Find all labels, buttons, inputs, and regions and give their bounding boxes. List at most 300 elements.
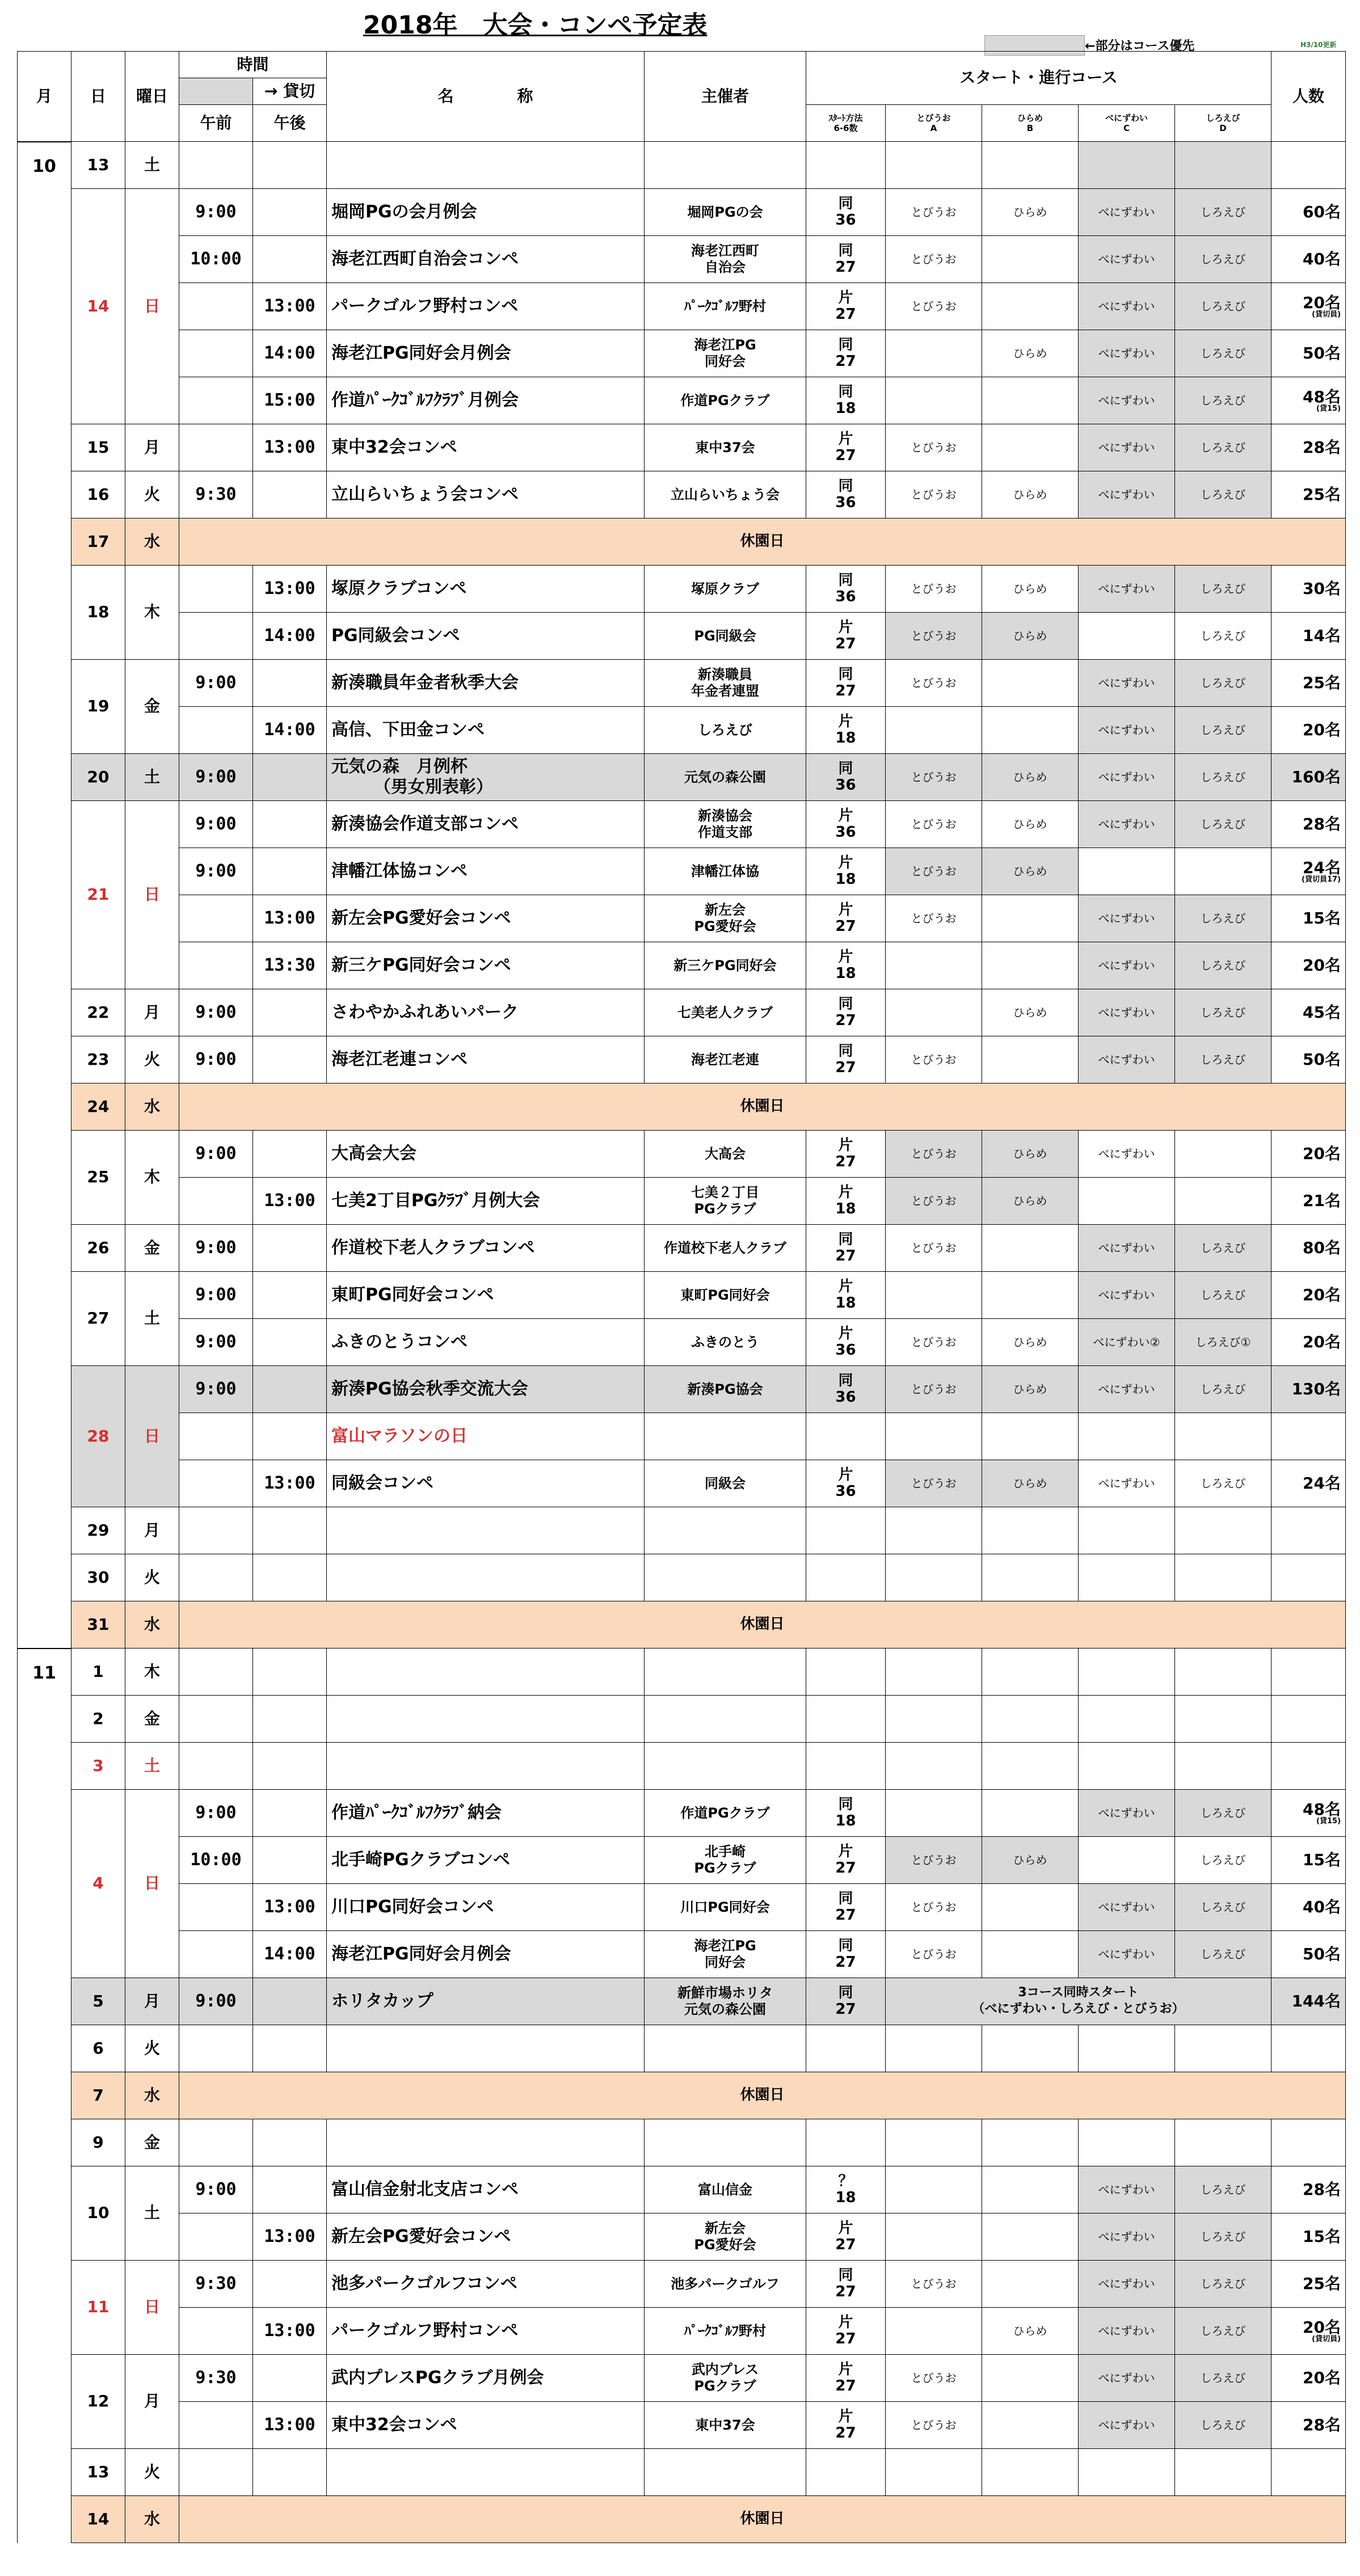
course-a-cell <box>886 1649 982 1696</box>
event-name-cell: 作道校下老人クラブコンペ <box>327 1225 645 1272</box>
course-a-cell: とびうお <box>886 1884 982 1931</box>
course-a-cell: とびうお <box>886 1366 982 1413</box>
course-b-cell: ひらめ <box>982 330 1079 377</box>
day-cell: 14 <box>71 189 125 424</box>
day-cell: 9 <box>71 2119 125 2166</box>
table-row <box>18 660 1346 707</box>
am-time-cell: 9:00 <box>179 1131 253 1178</box>
course-a-cell: とびうお <box>886 424 982 471</box>
weekday-cell: 日 <box>125 1366 179 1507</box>
am-time-cell: 9:00 <box>179 1978 253 2025</box>
day-cell: 18 <box>71 566 125 660</box>
course-b-cell <box>982 660 1079 707</box>
table-row <box>18 2166 1346 2214</box>
course-c-cell: べにずわい <box>1079 1036 1175 1083</box>
course-d-cell: しろえび <box>1175 1790 1271 1837</box>
start-method-cell: 片 27 <box>806 2355 886 2402</box>
day-cell: 24 <box>71 1083 125 1131</box>
course-d-cell: しろえび <box>1175 1884 1271 1931</box>
weekday-cell: 火 <box>125 1554 179 1601</box>
course-c-cell <box>1079 1178 1175 1225</box>
start-method-cell <box>806 2119 886 2166</box>
start-method-cell: 片 27 <box>806 283 886 330</box>
course-d-cell: しろえび <box>1175 330 1271 377</box>
count-value: 20名 <box>1303 2317 1341 2337</box>
course-c-cell: べにずわい <box>1079 2214 1175 2261</box>
course-c-cell <box>1079 1837 1175 1884</box>
event-name-cell: PG同級会コンペ <box>327 613 645 660</box>
course-c-cell: べにずわい <box>1079 989 1175 1036</box>
day-cell: 13 <box>71 2449 125 2496</box>
event-name-cell: 東町PG同好会コンペ <box>327 1272 645 1319</box>
table-row <box>18 2496 1346 2543</box>
organizer-cell: 東中37会 <box>645 424 806 471</box>
course-b-cell <box>982 707 1079 754</box>
organizer-cell: ふきのとう <box>645 1319 806 1366</box>
weekday-cell: 水 <box>125 518 179 566</box>
course-a-cell: とびうお <box>886 1460 982 1507</box>
course-a-cell: とびうお <box>886 1931 982 1978</box>
count-cell: 50名 <box>1271 1931 1346 1978</box>
course-c-cell: べにずわい <box>1079 189 1175 236</box>
table-row <box>18 801 1346 848</box>
pm-time-cell <box>253 848 327 895</box>
organizer-cell <box>645 1696 806 1743</box>
course-a-cell: とびうお <box>886 566 982 613</box>
course-a-cell <box>886 1790 982 1837</box>
am-time-cell <box>179 283 253 330</box>
legend-text: ←部分はコース優先 <box>1085 39 1195 53</box>
count-cell: 50名 <box>1271 1036 1346 1083</box>
course-a-cell <box>886 1554 982 1601</box>
count-note: (貸切員17) <box>1302 875 1341 884</box>
course-b-cell <box>982 1554 1079 1601</box>
course-d-cell: しろえび <box>1175 1272 1271 1319</box>
course-b-cell <box>982 377 1079 424</box>
month-cell: 11 <box>18 1649 71 2543</box>
weekday-cell: 火 <box>125 2025 179 2072</box>
count-cell: 45名 <box>1271 989 1346 1036</box>
event-name-cell: 武内プレスPGクラブ月例会 <box>327 2355 645 2402</box>
am-time-cell <box>179 1507 253 1554</box>
table-row <box>18 942 1346 989</box>
pm-time-cell <box>253 1790 327 1837</box>
course-b-cell: ひらめ <box>982 801 1079 848</box>
table-row <box>18 707 1346 754</box>
start-method-cell: 同 36 <box>806 189 886 236</box>
organizer-cell: 池多パークゴルフ <box>645 2261 806 2308</box>
course-b-cell <box>982 1649 1079 1696</box>
event-name-cell: 東中32会コンペ <box>327 424 645 471</box>
month-cell: 10 <box>18 142 71 1649</box>
weekday-cell: 木 <box>125 1131 179 1225</box>
table-row <box>18 1178 1346 1225</box>
day-cell: 17 <box>71 518 125 566</box>
course-a-cell <box>886 2308 982 2355</box>
course-c-cell <box>1079 848 1175 895</box>
am-time-cell: 9:00 <box>179 989 253 1036</box>
table-row <box>18 2119 1346 2166</box>
start-method-cell: 同 36 <box>806 754 886 801</box>
course-d-cell: しろえび <box>1175 1225 1271 1272</box>
course-c-cell: べにずわい <box>1079 2308 1175 2355</box>
course-d-cell <box>1175 1649 1271 1696</box>
organizer-cell <box>645 1743 806 1790</box>
pm-time-cell: 13:00 <box>253 283 327 330</box>
organizer-cell: 新湊協会 作道支部 <box>645 801 806 848</box>
course-d-cell: しろえび <box>1175 236 1271 283</box>
weekday-cell: 金 <box>125 1225 179 1272</box>
course-c-cell <box>1079 1743 1175 1790</box>
start-method-cell <box>806 142 886 189</box>
table-row <box>18 1978 1346 2025</box>
event-name-cell: 高信、下田金コンペ <box>327 707 645 754</box>
am-time-cell: 9:00 <box>179 2166 253 2214</box>
count-value: 48名 <box>1303 387 1341 406</box>
event-name-cell: さわやかふれあいパーク <box>327 989 645 1036</box>
course-c-cell: べにずわい <box>1079 424 1175 471</box>
weekday-cell: 土 <box>125 142 179 189</box>
course-c-cell: べにずわい <box>1079 471 1175 518</box>
weekday-cell: 月 <box>125 989 179 1036</box>
count-cell: 20名 <box>1271 1131 1346 1178</box>
course-d-cell: しろえび <box>1175 2402 1271 2449</box>
am-time-cell <box>179 1649 253 1696</box>
event-name-cell <box>327 1507 645 1554</box>
organizer-cell <box>645 2449 806 2496</box>
day-cell: 21 <box>71 801 125 989</box>
count-cell: 20名 <box>1271 942 1346 989</box>
header-course-d: しろえび D <box>1175 105 1271 142</box>
course-a-cell <box>886 707 982 754</box>
start-method-cell <box>806 1413 886 1460</box>
course-b-cell: ひらめ <box>982 754 1079 801</box>
count-cell: 21名 <box>1271 1178 1346 1225</box>
weekday-cell: 土 <box>125 2166 179 2261</box>
event-name-cell: 新湊PG協会秋季交流大会 <box>327 1366 645 1413</box>
weekday-cell: 水 <box>125 2496 179 2543</box>
day-cell: 14 <box>71 2496 125 2543</box>
event-name-cell: 作道ﾊﾟｰｸｺﾞﾙﾌｸﾗﾌﾞ納会 <box>327 1790 645 1837</box>
pm-time-cell <box>253 1554 327 1601</box>
course-c-cell: べにずわい <box>1079 1790 1175 1837</box>
organizer-cell: 富山信金 <box>645 2166 806 2214</box>
course-a-cell <box>886 377 982 424</box>
pm-time-cell: 13:00 <box>253 566 327 613</box>
organizer-cell: 立山らいちょう会 <box>645 471 806 518</box>
start-method-cell: 片 27 <box>806 2402 886 2449</box>
am-time-cell: 9:30 <box>179 2355 253 2402</box>
count-cell: 25名 <box>1271 2261 1346 2308</box>
start-method-cell: 片 27 <box>806 2214 886 2261</box>
course-b-cell <box>982 942 1079 989</box>
start-method-cell: 片 27 <box>806 895 886 942</box>
header-time: 時間 <box>179 52 327 78</box>
am-time-cell <box>179 2119 253 2166</box>
start-method-cell <box>806 1696 886 1743</box>
organizer-cell: 新湊PG協会 <box>645 1366 806 1413</box>
count-cell <box>1271 1743 1346 1790</box>
am-time-cell: 9:00 <box>179 1225 253 1272</box>
organizer-cell: ﾊﾟｰｸｺﾞﾙﾌ野村 <box>645 283 806 330</box>
course-b-cell: ひらめ <box>982 1837 1079 1884</box>
table-row <box>18 2072 1346 2119</box>
organizer-cell: 川口PG同好会 <box>645 1884 806 1931</box>
course-d-cell <box>1175 1554 1271 1601</box>
day-cell: 10 <box>71 2166 125 2261</box>
course-c-cell <box>1079 2119 1175 2166</box>
weekday-cell: 日 <box>125 189 179 424</box>
table-row <box>18 613 1346 660</box>
weekday-cell: 土 <box>125 1743 179 1790</box>
header-day: 日 <box>71 52 125 142</box>
header-course-c: べにずわい C <box>1079 105 1175 142</box>
course-b-cell: ひらめ <box>982 2308 1079 2355</box>
start-method-cell: 片 27 <box>806 613 886 660</box>
course-d-cell: しろえび <box>1175 1460 1271 1507</box>
course-d-cell: しろえび <box>1175 1366 1271 1413</box>
course-d-cell <box>1175 1507 1271 1554</box>
count-cell <box>1271 1554 1346 1601</box>
header-pm: 午後 <box>253 105 327 142</box>
course-c-cell <box>1079 1507 1175 1554</box>
start-method-cell: 片 27 <box>806 1131 886 1178</box>
start-method-cell: 同 18 <box>806 377 886 424</box>
count-cell: 130名 <box>1271 1366 1346 1413</box>
course-c-cell: べにずわい <box>1079 1460 1175 1507</box>
organizer-cell <box>645 2025 806 2072</box>
table-row <box>18 2214 1346 2261</box>
pm-time-cell: 14:00 <box>253 707 327 754</box>
am-time-cell <box>179 1460 253 1507</box>
table-row <box>18 471 1346 518</box>
course-c-cell: べにずわい <box>1079 1366 1175 1413</box>
course-a-cell: とびうお <box>886 1225 982 1272</box>
course-b-cell <box>982 1743 1079 1790</box>
pm-time-cell: 13:00 <box>253 1460 327 1507</box>
count-cell: 80名 <box>1271 1225 1346 1272</box>
organizer-cell: 堀岡PGの会 <box>645 189 806 236</box>
event-name-cell: 津幡江体協コンペ <box>327 848 645 895</box>
course-a-cell <box>886 1413 982 1460</box>
course-a-cell: とびうお <box>886 1837 982 1884</box>
table-row <box>18 1507 1346 1554</box>
start-method-cell: ？ 18 <box>806 2166 886 2214</box>
table-row <box>18 1036 1346 1083</box>
course-b-cell <box>982 2025 1079 2072</box>
course-a-cell <box>886 1696 982 1743</box>
course-b-cell <box>982 1790 1079 1837</box>
course-d-cell: しろえび① <box>1175 1319 1271 1366</box>
day-cell: 16 <box>71 471 125 518</box>
table-row <box>18 1460 1346 1507</box>
pm-time-cell <box>253 471 327 518</box>
course-d-cell: しろえび <box>1175 1931 1271 1978</box>
course-a-cell: とびうお <box>886 613 982 660</box>
course-b-cell: ひらめ <box>982 848 1079 895</box>
course-a-cell: とびうお <box>886 754 982 801</box>
course-a-cell <box>886 2449 982 2496</box>
course-c-cell <box>1079 1649 1175 1696</box>
start-method-cell: 同 18 <box>806 1790 886 1837</box>
course-c-cell <box>1079 1413 1175 1460</box>
course-a-cell: とびうお <box>886 236 982 283</box>
pm-time-cell <box>253 189 327 236</box>
organizer-cell: 新三ケPG同好会 <box>645 942 806 989</box>
start-method-cell <box>806 1649 886 1696</box>
count-cell <box>1271 1696 1346 1743</box>
table-row <box>18 1083 1346 1131</box>
day-cell: 6 <box>71 2025 125 2072</box>
course-b-cell <box>982 142 1079 189</box>
event-name-cell: 新湊職員年金者秋季大会 <box>327 660 645 707</box>
count-cell: 20名 <box>1271 1272 1346 1319</box>
organizer-cell: 七美老人クラブ <box>645 989 806 1036</box>
day-cell: 31 <box>71 1601 125 1649</box>
pm-time-cell <box>253 1696 327 1743</box>
event-name-cell <box>327 1743 645 1790</box>
event-name-cell: 海老江老連コンペ <box>327 1036 645 1083</box>
organizer-cell: 新鮮市場ホリタ 元気の森公園 <box>645 1978 806 2025</box>
weekday-cell: 木 <box>125 1649 179 1696</box>
weekday-cell: 月 <box>125 2355 179 2449</box>
course-d-cell: しろえび <box>1175 283 1271 330</box>
course-b-cell: ひらめ <box>982 1460 1079 1507</box>
organizer-cell: 海老江老連 <box>645 1036 806 1083</box>
table-row <box>18 2402 1346 2449</box>
table-row <box>18 283 1346 330</box>
start-method-cell: 片 27 <box>806 2308 886 2355</box>
table-row <box>18 1225 1346 1272</box>
count-cell: 144名 <box>1271 1978 1346 2025</box>
am-time-cell: 9:00 <box>179 189 253 236</box>
event-name-cell: 七美2丁目PGｸﾗﾌﾞ月例大会 <box>327 1178 645 1225</box>
course-d-cell <box>1175 1743 1271 1790</box>
event-name-cell: 新左会PG愛好会コンペ <box>327 895 645 942</box>
course-b-cell <box>982 1931 1079 1978</box>
event-name-cell <box>327 1696 645 1743</box>
course-c-cell: べにずわい <box>1079 283 1175 330</box>
table-row <box>18 1696 1346 1743</box>
pm-time-cell: 13:00 <box>253 1884 327 1931</box>
count-cell: 30名 <box>1271 566 1346 613</box>
closed-day-cell: 休園日 <box>179 1601 1346 1649</box>
table-row <box>18 1743 1346 1790</box>
day-cell: 23 <box>71 1036 125 1083</box>
pm-time-cell: 13:00 <box>253 895 327 942</box>
weekday-cell: 金 <box>125 2119 179 2166</box>
am-time-cell <box>179 1931 253 1978</box>
table-row <box>18 754 1346 801</box>
event-name-cell: パークゴルフ野村コンペ <box>327 2308 645 2355</box>
event-name-cell <box>327 142 645 189</box>
page-title: 2018年 大会・コンペ予定表 <box>363 11 708 40</box>
course-d-cell: しろえび <box>1175 2261 1271 2308</box>
event-name-cell: 海老江西町自治会コンペ <box>327 236 645 283</box>
course-d-cell <box>1175 1131 1271 1178</box>
course-a-cell <box>886 989 982 1036</box>
pm-time-cell: 13:00 <box>253 2402 327 2449</box>
weekday-cell: 火 <box>125 2449 179 2496</box>
course-b-cell <box>982 2449 1079 2496</box>
organizer-cell: 作道PGクラブ <box>645 377 806 424</box>
day-cell: 19 <box>71 660 125 754</box>
closed-day-cell: 休園日 <box>179 518 1346 566</box>
course-d-cell: しろえび <box>1175 801 1271 848</box>
course-a-cell <box>886 942 982 989</box>
pm-time-cell <box>253 1131 327 1178</box>
count-cell: 28名 <box>1271 2402 1346 2449</box>
day-cell: 15 <box>71 424 125 471</box>
count-cell <box>1271 848 1346 895</box>
event-name-cell: 立山らいちょう会コンペ <box>327 471 645 518</box>
course-d-cell <box>1175 142 1271 189</box>
count-value: 20名 <box>1303 293 1341 312</box>
count-cell <box>1271 2119 1346 2166</box>
organizer-cell: 北手崎 PGクラブ <box>645 1837 806 1884</box>
course-c-cell: べにずわい <box>1079 377 1175 424</box>
pm-time-cell <box>253 1036 327 1083</box>
organizer-cell: 作道PGクラブ <box>645 1790 806 1837</box>
course-c-cell: べにずわい <box>1079 2261 1175 2308</box>
start-method-cell: 同 36 <box>806 1366 886 1413</box>
course-a-cell <box>886 142 982 189</box>
schedule-body <box>18 142 1346 2543</box>
table-row <box>18 189 1346 236</box>
day-cell: 7 <box>71 2072 125 2119</box>
header-course-b: ひらめ B <box>982 105 1079 142</box>
day-cell: 1 <box>71 1649 125 1696</box>
pm-time-cell <box>253 2119 327 2166</box>
course-c-cell: べにずわい <box>1079 895 1175 942</box>
course-b-cell <box>982 236 1079 283</box>
start-method-cell <box>806 1554 886 1601</box>
header-weekday: 曜日 <box>125 52 179 142</box>
course-c-cell: べにずわい <box>1079 1931 1175 1978</box>
table-row <box>18 566 1346 613</box>
course-c-cell: べにずわい <box>1079 707 1175 754</box>
start-method-cell: 片 18 <box>806 848 886 895</box>
course-b-cell <box>982 1036 1079 1083</box>
count-cell <box>1271 1413 1346 1460</box>
pm-time-cell <box>253 1366 327 1413</box>
course-a-cell: とびうお <box>886 660 982 707</box>
start-method-cell: 同 27 <box>806 1884 886 1931</box>
course-a-cell: とびうお <box>886 1131 982 1178</box>
count-note: (貸15) <box>1316 404 1341 413</box>
table-row <box>18 1319 1346 1366</box>
am-time-cell <box>179 2214 253 2261</box>
course-b-cell: ひらめ <box>982 471 1079 518</box>
course-d-cell <box>1175 1696 1271 1743</box>
course-b-cell <box>982 424 1079 471</box>
organizer-cell: 元気の森公園 <box>645 754 806 801</box>
course-d-cell: しろえび <box>1175 424 1271 471</box>
day-cell: 28 <box>71 1366 125 1507</box>
am-time-cell: 9:30 <box>179 2261 253 2308</box>
table-row <box>18 2355 1346 2402</box>
header-course-group: スタート・進行コース <box>806 52 1271 105</box>
start-method-cell: 同 27 <box>806 660 886 707</box>
organizer-cell: 海老江PG 同好会 <box>645 330 806 377</box>
table-row <box>18 989 1346 1036</box>
header-method: ｽﾀｰﾄ方法 6-6数 <box>806 105 886 142</box>
weekday-cell: 金 <box>125 1696 179 1743</box>
start-method-cell <box>806 1743 886 1790</box>
course-c-cell <box>1079 2025 1175 2072</box>
organizer-cell: ﾊﾟｰｸｺﾞﾙﾌ野村 <box>645 2308 806 2355</box>
am-time-cell <box>179 1413 253 1460</box>
